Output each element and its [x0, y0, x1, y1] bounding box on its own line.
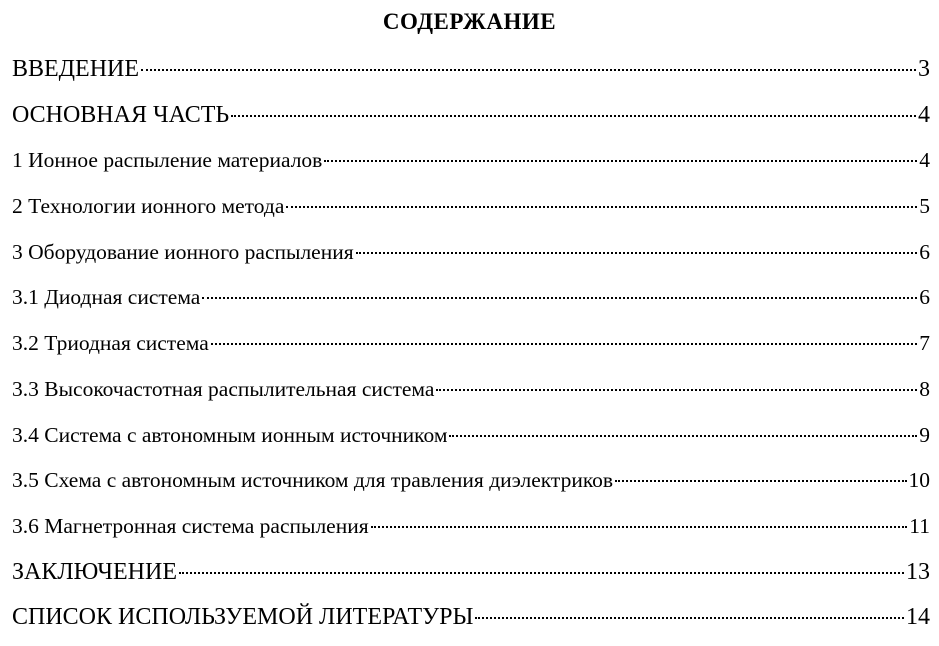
- toc-entry-label: 3 Оборудование ионного распыления: [12, 239, 354, 264]
- toc-entry-section-3-2: [12, 326, 930, 372]
- toc-entry-page: 7: [919, 331, 930, 356]
- dot-leader: [475, 617, 904, 619]
- toc-entry-label: 2 Технологии ионного метода: [12, 194, 285, 219]
- dot-leader: [179, 572, 904, 574]
- toc-entry-label: СПИСОК ИСПОЛЬЗУЕМОЙ ЛИТЕРАТУРЫ: [12, 604, 474, 631]
- toc-entry-page: 3: [918, 56, 930, 82]
- toc-entry-label: 3.6 Магнетронная система распыления: [12, 513, 369, 538]
- toc-entry-section-1: [12, 143, 930, 189]
- toc-entry-label: ОСНОВНАЯ ЧАСТЬ: [12, 101, 230, 128]
- dot-leader: [449, 435, 917, 437]
- table-of-contents: [12, 52, 930, 646]
- toc-entry-section-3: [12, 235, 930, 281]
- toc-entry-section-2: [12, 189, 930, 235]
- dot-leader: [615, 480, 906, 482]
- toc-entry-label: 3.2 Триодная система: [12, 331, 209, 356]
- toc-entry-section-3-6: [12, 509, 930, 555]
- toc-entry-main-part: [12, 98, 930, 144]
- toc-entry-introduction: [12, 52, 930, 98]
- toc-entry-section-3-1: [12, 280, 930, 326]
- dot-leader: [202, 297, 917, 299]
- toc-entry-page: 4: [919, 148, 930, 173]
- dot-leader: [211, 343, 918, 345]
- toc-entry-label: 3.3 Высокочастотная распылительная система: [12, 376, 435, 401]
- dot-leader: [356, 252, 918, 254]
- toc-entry-label: ЗАКЛЮЧЕНИЕ: [12, 558, 177, 585]
- page-title: СОДЕРЖАНИЕ: [382, 9, 557, 34]
- toc-entry-page: 5: [919, 194, 930, 219]
- toc-entry-page: 11: [909, 513, 930, 538]
- dot-leader: [371, 526, 908, 528]
- toc-entry-label: 3.5 Схема с автономным источником для травления диэлектриков: [12, 468, 614, 493]
- toc-entry-section-3-5: [12, 463, 930, 509]
- toc-entry-label: ВВЕДЕНИЕ: [12, 56, 140, 82]
- dot-leader: [141, 69, 916, 71]
- toc-entry-page: 9: [919, 422, 930, 447]
- toc-entry-page: 8: [919, 376, 930, 401]
- toc-entry-label: 1 Ионное распыление материалов: [12, 148, 323, 173]
- toc-entry-label: 3.4 Система с автономным ионным источником: [12, 422, 448, 447]
- toc-entry-references: [12, 600, 930, 646]
- toc-entry-conclusion: [12, 555, 930, 601]
- toc-entry-section-3-4: [12, 418, 930, 464]
- dot-leader: [231, 115, 916, 117]
- toc-entry-label: 3.1 Диодная система: [12, 285, 201, 310]
- toc-entry-page: 6: [919, 239, 930, 264]
- dot-leader: [324, 160, 917, 162]
- toc-entry-page: 13: [906, 558, 930, 585]
- dot-leader: [436, 389, 917, 391]
- toc-entry-page: 10: [908, 468, 930, 493]
- toc-entry-section-3-3: [12, 372, 930, 418]
- toc-entry-page: 6: [919, 285, 930, 310]
- toc-entry-page: 14: [906, 604, 930, 631]
- dot-leader: [286, 206, 917, 208]
- toc-entry-page: 4: [918, 101, 930, 128]
